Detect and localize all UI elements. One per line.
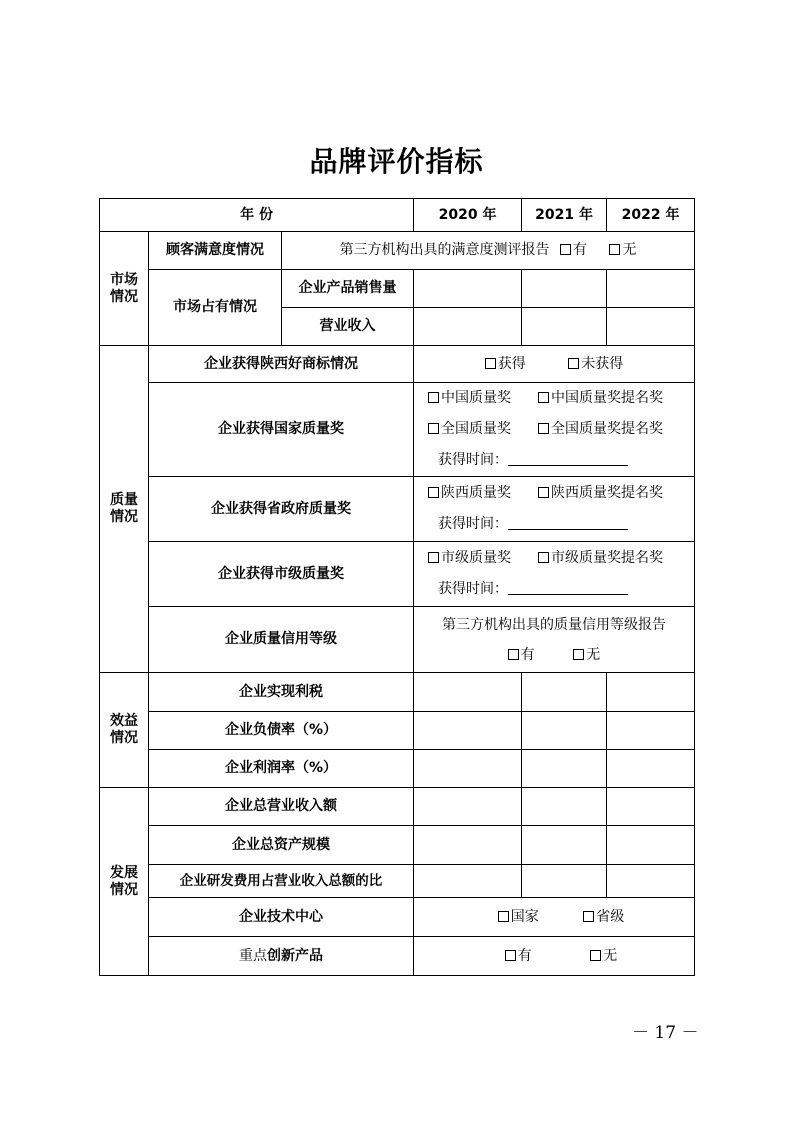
table-row bbox=[100, 270, 695, 308]
shaanxi-trademark-label: 企业获得陕西好商标情况 bbox=[149, 346, 414, 383]
city-award-options bbox=[414, 542, 695, 607]
shaanxi-trademark-options bbox=[414, 346, 695, 383]
category-market: 市场 情况 bbox=[100, 232, 149, 346]
page-title: 品牌评价指标 bbox=[309, 145, 484, 178]
quality-credit-options bbox=[414, 607, 695, 673]
option-label: 全国质量奖 bbox=[441, 421, 512, 437]
checkbox[interactable] bbox=[498, 911, 509, 922]
checkbox[interactable] bbox=[538, 392, 549, 403]
table-row bbox=[100, 788, 695, 826]
innovation-product-label bbox=[149, 937, 414, 976]
award-time-label: 获得时间： bbox=[438, 516, 509, 532]
checkbox[interactable] bbox=[508, 649, 519, 660]
option-label: 中国质量奖 bbox=[441, 390, 512, 406]
option-label: 无 bbox=[586, 646, 601, 663]
data-cell[interactable] bbox=[414, 673, 522, 712]
table-row bbox=[100, 865, 695, 898]
data-cell[interactable] bbox=[607, 826, 695, 865]
revenue-label: 营业收入 bbox=[282, 308, 414, 346]
data-cell[interactable] bbox=[607, 308, 695, 346]
data-cell[interactable] bbox=[414, 826, 522, 865]
data-cell[interactable] bbox=[522, 308, 607, 346]
data-cell[interactable] bbox=[607, 712, 695, 750]
table-row bbox=[100, 383, 695, 477]
tech-center-label: 企业技术中心 bbox=[149, 898, 414, 937]
award-time-field[interactable] bbox=[508, 518, 628, 530]
year-2020: 2020 年 bbox=[414, 199, 522, 232]
table-row bbox=[100, 712, 695, 750]
data-cell[interactable] bbox=[607, 750, 695, 788]
data-cell[interactable] bbox=[414, 865, 522, 898]
checkbox[interactable] bbox=[428, 552, 439, 563]
award-time-field[interactable] bbox=[508, 454, 628, 466]
total-revenue-label: 企业总营业收入额 bbox=[149, 788, 414, 826]
year-2022: 2022 年 bbox=[607, 199, 695, 232]
table-row bbox=[100, 477, 695, 542]
data-cell[interactable] bbox=[414, 308, 522, 346]
profit-tax-label: 企业实现利税 bbox=[149, 673, 414, 712]
data-cell[interactable] bbox=[522, 788, 607, 826]
table-row bbox=[100, 937, 695, 976]
rd-ratio-label: 企业研发费用占营业收入总额的比 bbox=[149, 865, 414, 898]
satisfaction-text: 第三方机构出具的满意度测评报告 bbox=[339, 242, 550, 259]
checkbox[interactable] bbox=[538, 423, 549, 434]
market-share-label: 市场占有情况 bbox=[149, 270, 282, 346]
checkbox[interactable] bbox=[505, 950, 516, 961]
page-number: － 17 － bbox=[632, 1023, 699, 1043]
option-label: 未获得 bbox=[581, 355, 624, 372]
option-label: 有 bbox=[517, 947, 532, 964]
data-cell[interactable] bbox=[522, 712, 607, 750]
data-cell[interactable] bbox=[414, 270, 522, 308]
option-label: 无 bbox=[603, 947, 618, 964]
city-award-label: 企业获得市级质量奖 bbox=[149, 542, 414, 607]
quality-credit-label: 企业质量信用等级 bbox=[149, 607, 414, 673]
data-cell[interactable] bbox=[414, 712, 522, 750]
total-assets-label: 企业总资产规模 bbox=[149, 826, 414, 865]
data-cell[interactable] bbox=[522, 270, 607, 308]
checkbox[interactable] bbox=[538, 552, 549, 563]
checkbox[interactable] bbox=[609, 244, 620, 255]
category-quality: 质量 情况 bbox=[100, 346, 149, 673]
table-row bbox=[100, 542, 695, 607]
table-row bbox=[100, 898, 695, 937]
data-cell[interactable] bbox=[607, 673, 695, 712]
profit-margin-label: 企业利润率（%） bbox=[149, 750, 414, 788]
data-cell[interactable] bbox=[414, 788, 522, 826]
provincial-award-options bbox=[414, 477, 695, 542]
option-label: 陕西质量奖提名奖 bbox=[551, 485, 664, 501]
brand-evaluation-table bbox=[99, 198, 695, 976]
table-row bbox=[100, 673, 695, 712]
checkbox[interactable] bbox=[568, 358, 579, 369]
category-development: 发展 情况 bbox=[100, 788, 149, 976]
checkbox[interactable] bbox=[428, 423, 439, 434]
option-label: 市级质量奖 bbox=[441, 550, 512, 566]
option-label: 获得 bbox=[497, 355, 526, 372]
national-award-options bbox=[414, 383, 695, 477]
option-label: 全国质量奖提名奖 bbox=[551, 421, 664, 437]
option-label: 省级 bbox=[596, 908, 625, 925]
award-time-label: 获得时间： bbox=[438, 581, 509, 597]
year-header-row bbox=[100, 199, 695, 232]
national-award-label: 企业获得国家质量奖 bbox=[149, 383, 414, 477]
table-row bbox=[100, 750, 695, 788]
award-time-label: 获得时间： bbox=[438, 452, 509, 468]
option-label: 有 bbox=[573, 242, 588, 259]
data-cell[interactable] bbox=[522, 673, 607, 712]
option-label: 中国质量奖提名奖 bbox=[551, 390, 664, 406]
option-label: 市级质量奖提名奖 bbox=[551, 550, 664, 566]
option-label: 陕西质量奖 bbox=[441, 485, 512, 501]
checkbox[interactable] bbox=[560, 244, 571, 255]
satisfaction-label: 顾客满意度情况 bbox=[149, 232, 282, 270]
satisfaction-cell bbox=[282, 232, 695, 270]
checkbox[interactable] bbox=[485, 358, 496, 369]
table-row bbox=[100, 607, 695, 673]
checkbox[interactable] bbox=[583, 911, 594, 922]
innovation-label-plain: 重点 bbox=[239, 947, 268, 964]
year-header-label: 年 份 bbox=[100, 199, 414, 232]
checkbox[interactable] bbox=[428, 392, 439, 403]
checkbox[interactable] bbox=[573, 649, 584, 660]
option-label: 无 bbox=[622, 242, 637, 259]
data-cell[interactable] bbox=[522, 865, 607, 898]
data-cell[interactable] bbox=[607, 788, 695, 826]
data-cell[interactable] bbox=[522, 750, 607, 788]
award-time-field[interactable] bbox=[508, 583, 628, 595]
checkbox[interactable] bbox=[538, 487, 549, 498]
option-label: 国家 bbox=[510, 908, 539, 925]
table-row bbox=[100, 232, 695, 270]
innovation-product-options bbox=[414, 937, 695, 976]
data-cell[interactable] bbox=[607, 865, 695, 898]
quality-credit-text: 第三方机构出具的质量信用等级报告 bbox=[442, 616, 667, 633]
data-cell[interactable] bbox=[522, 826, 607, 865]
provincial-award-label: 企业获得省政府质量奖 bbox=[149, 477, 414, 542]
table-row bbox=[100, 346, 695, 383]
checkbox[interactable] bbox=[428, 487, 439, 498]
data-cell[interactable] bbox=[607, 270, 695, 308]
sales-volume-label: 企业产品销售量 bbox=[282, 270, 414, 308]
category-benefit: 效益 情况 bbox=[100, 673, 149, 788]
option-label: 有 bbox=[520, 646, 535, 663]
year-2021: 2021 年 bbox=[522, 199, 607, 232]
checkbox[interactable] bbox=[590, 950, 601, 961]
tech-center-options bbox=[414, 898, 695, 937]
innovation-label-bold: 创新产品 bbox=[267, 947, 324, 964]
data-cell[interactable] bbox=[414, 750, 522, 788]
table-row bbox=[100, 826, 695, 865]
debt-ratio-label: 企业负债率（%） bbox=[149, 712, 414, 750]
